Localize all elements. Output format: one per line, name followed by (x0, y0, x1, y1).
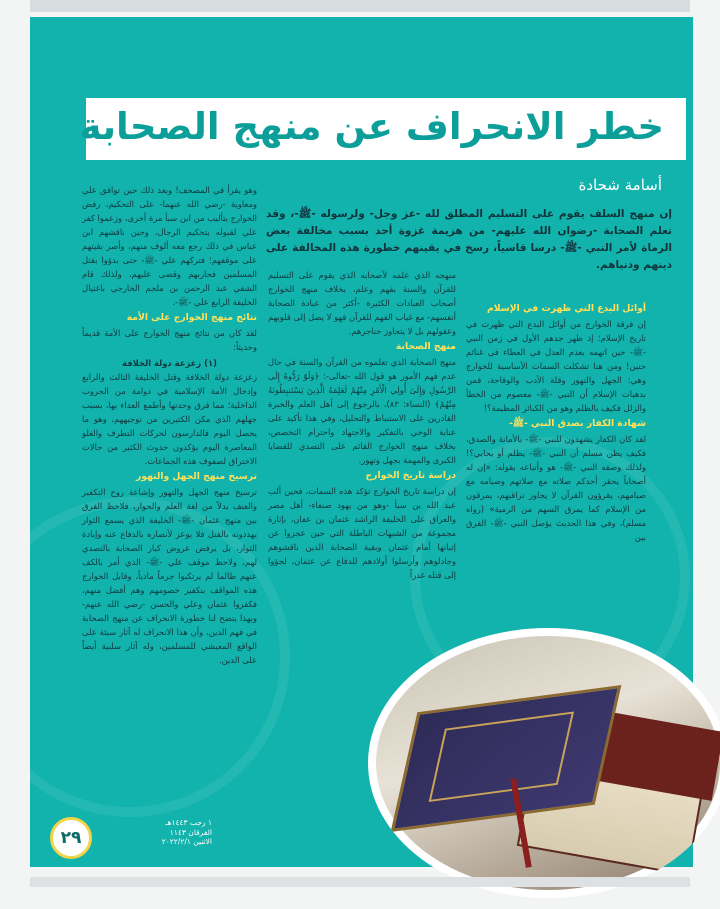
paragraph: منهج الصحابة الذي تعلموه من القرآن والسنة في حال عدم فهم الأمور هو قول الله -تعالى-: ﴿وَلَوْ رَدُّوهُ إِلَى الرَّسُولِ وَإِلَىٰ أُولِي الْأَمْرِ مِنْهُمْ لَعَلِمَهُ الَّذِينَ يَسْتَنبِطُونَهُ مِنْهُمْ﴾ (النساء: ٨٣)، بالرجوع إلى أهل العلم والخبرة القادرين على الاستنباط والتحليل، وفي هذا تأكيد على عناية الوحي بالتفكير والاجتهاد واحترام التخصص، بخلاف منهج الخوارج القائم على التصدي للقضايا الكبرى والمهمة بجهل وتهور. (268, 357, 456, 465)
section-heading: منهج الصحابة (395, 341, 456, 352)
paragraph: لقد كان الكفار يشهدون للنبي -ﷺ- بالأمانة والصدق، فكيف يظن مسلم أن النبي -ﷺ- يظلم أو يحابي؟! ولذلك وصفه النبي -ﷺ- هو وأتباعه بقوله: «إن له أصحاباً يحقر أحدكم صلاته مع صلاتهم وصيامه مع صيامهم، يقرؤون القرآن لا يجاوز تراقيهم، يمرقون من الإسلام كما يمرق السهم من الرمية» (رواه مسلم)، وفي هذا الحديث يؤصل النبي -ﷺ- الفرق بين (466, 434, 646, 542)
paragraph: منهجه الذي علمه لأصحابه الذي يقوم على التسليم للقرآن والسنة بفهم وعلم، بخلاف منهج الخوارج أصحاب العبادات الكثيرة -أكثر من عبادة الصحابة أنفسهم- مع غياب الفهم للقرآن فهو لا يصل إلى قلوبهم وعقولهم بل لا يتجاوز حناجرهم. (268, 270, 456, 336)
issue-number: الفرقان ١١٤٣ (169, 827, 212, 837)
issue-date-gregorian: الاثنين ٢٠٢٢/٢/١ (161, 837, 212, 846)
top-strip (30, 0, 690, 12)
bottom-strip (30, 877, 690, 887)
section-heading: دراسة تاريخ الخوارج (365, 470, 456, 481)
point-heading: (١) زعزعة دولة الخلافة (122, 358, 217, 368)
paragraph: وهو يقرأ في المصحف! وبعد ذلك حين توافق علي ومعاوية -رضي الله عنهما- على التحكيم، رفض الخوارج بتأليب من ابن سبأ مرة أخرى، وزعموا كفر علي لقبوله بتحكيم الرجال، وحين ناقشهم ابن عباس في ذلك رجع معه ألوف منهم، وأصر بقيتهم على موقفهم؛ فتركهم علي -ﷺ- حتى بدؤوا بقتل المسلمين فحاربهم وقضى عليهم، ولذلك قام الشقي عبد الرحمن بن ملجم الخارجي باغتيال الخليفة الرابع علي -ﷺ-. (82, 185, 257, 307)
paragraph: لقد كان من نتائج منهج الخوارج على الأمة قديماً وحديثاً: (82, 328, 257, 352)
page-number: ٢٩ (50, 817, 92, 859)
issue-info (92, 818, 212, 847)
section-heading: ترسيخ منهج الجهل والتهور (136, 471, 257, 482)
paragraph: إن دراسة تاريخ الخوارج تؤكد هذه السمات، فحين ألب عبد الله بن سبأ -وهو من يهود صنعاء- أهل مصر والعراق على الخليفة الراشد عثمان بن عفان، بإثارة مجموعة من الشبهات الباطلة التي حين عجزوا عن إثباتها أمام عثمان وبقية الصحابة الذين ناقشوهم وجادلوهم وأرسلوا أولادهم للدفاع عن عثمان، لجؤوا إلى قتله غدراً (268, 486, 456, 580)
page-footer (50, 817, 230, 855)
article-title: خطر الانحراف عن منهج الصحابة (79, 105, 664, 148)
paragraph: إن فرقة الخوارج من أوائل البدع التي ظهرت في تاريخ الإسلام؛ إذ ظهر جدهم الأول في زمن النبي -ﷺ- حين اتهمه بعدم العدل في العطاء في غنائم حنين! ومن هنا تشكلت السمات الأساسية للخوارج وهي: الجهل والتهور وقلة الأدب والوقاحة، فمن بدهيات الإسلام أن النبي -ﷺ- معصوم من الخطأ والزلل فكيف بالظلم وهو من الكبائر المظيمة؟! (466, 319, 646, 413)
issue-date-hijri: ١ رجب ١٤٤٣هـ (165, 818, 212, 827)
section-heading: نتائج منهج الخوارج على الأمة (126, 312, 257, 323)
column-right (466, 300, 646, 546)
paragraph: زعزعة دولة الخلافة وقتل الخليفة الثالث والرابع وإدخال الأمة الإسلامية في دوامة من الحروب الداخلية؛ مما فرق وحدتها وأطمع العداء بها، بسبب جهلهم الذي مكن الكثيرين من توجيههم، وهو ما يحصل اليوم فالدارسون لحركات التطرف والغلو المعاصرة اليوم يؤكدون حدوث الكثير من حالات الاختراق لصفوف هذه الجماعات. (82, 372, 257, 466)
section-heading: شهادة الكفار بصدق النبي -ﷺ- (509, 418, 646, 429)
article-lead: إن منهج السلف يقوم على التسليم المطلق لله -عز وجل- ولرسوله -ﷺ-، وقد تعلم الصحابة -رضوان الله عليهم- من هزيمة غزوة أحد بسبب مخالفة بعض الرماة لأمر النبي -ﷺ- درسا قاسياً، رسخ في يقينهم خطورة هذه المخالفة على دينهم ودنياهم. (266, 208, 672, 271)
paragraph: ترسيخ منهج الجهل والتهور وإشاعة روح التكفير والعنف بدلاً من لغة العلم والحوار، فلاحظ الفرق بين منهج عثمان -ﷺ- الخليفة الذي يسمع الثوار يهددونه بالقتل فلا يوعز لأنصاره بالدفاع عنه وإبادة الثوار، بل يرفض عروض كبار الصحابة بالتصدي لهم، ولاحظ موقف علي -ﷺ- الذي أمر بالكف عنهم طالما لم يرتكبوا جرماً مادياً، وقابل الخوارج هذه المواقف بتكفير خصومهم وهم أفضل منهم، فكفروا عثمان وعلي والحسن -رضي الله عنهم- وبهذا يتضح لنا خطورة الانحراف عن منهج الصحابة في فهم الدين، وأن هذا الانحراف له آثار سيئة على الواقع المعيشي للمسلمين، وله آثار سلبية أيضاً على الدين. (82, 487, 257, 665)
author-name: أسامة شحادة (578, 176, 662, 194)
quran-books-photo (368, 628, 720, 898)
column-middle (268, 268, 456, 584)
section-heading: أوائل البدع التي ظهرت في الإسلام (487, 303, 646, 314)
column-left (82, 183, 257, 669)
